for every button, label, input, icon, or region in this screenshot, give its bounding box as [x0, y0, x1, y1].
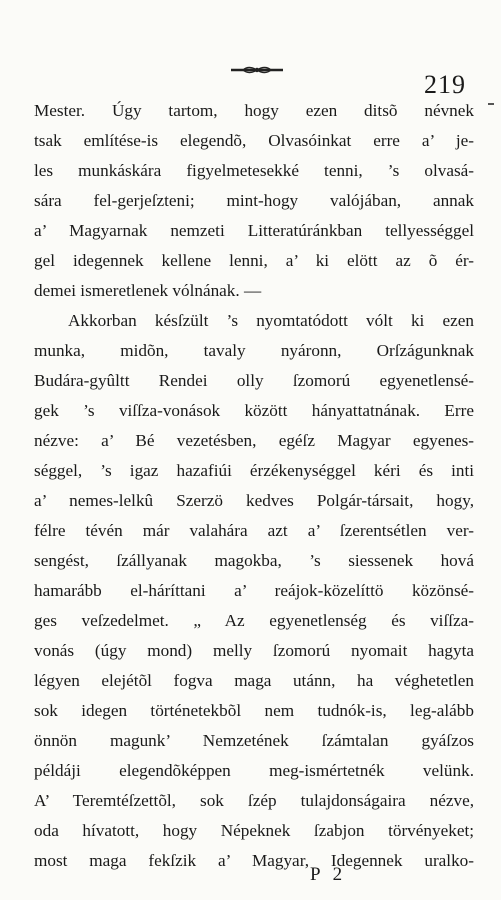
text-line: gek ’s viſſza-vonások között hányattatnának. Erre [34, 401, 474, 420]
text-line: Budára-gyûltt Rendei olly ſzomorú egyenetlensé- [34, 371, 474, 390]
body-text [34, 96, 474, 876]
text-line: demei ismeretlenek vólnának. — [34, 281, 262, 300]
text-line: sára fel-gerjeſzteni; mint-hogy valójában, annak [34, 191, 474, 210]
printer-signature-mark: P 2 [310, 864, 347, 885]
text-line: Mester. Úgy tartom, hogy ezen ditsõ névnek [34, 101, 474, 120]
text-line: a’ nemes-lelkû Szerzö kedves Polgár-társait, hogy, [34, 491, 474, 510]
text-line: vonás (úgy mond) melly ſzomorú nyomait hagyta [34, 641, 474, 660]
text-line: a’ Magyarnak nemzeti Litteratúránkban tellyességgel [34, 221, 474, 240]
text-line: les munkáskára figyelmetesekké tenni, ’s olvasá- [34, 161, 474, 180]
text-line: tsak említése-is elegendõ, Olvasóinkat erre a’ je- [34, 131, 474, 150]
text-line: A’ Teremtéſzettõl, sok ſzép tulajdonságaira nézve, [34, 791, 474, 810]
text-line: ges veſzedelmet. „ Az egyenetlenség és viſſza- [34, 611, 474, 630]
text-line: Akkorban késſzült ’s nyomtatódott vólt ki ezen [68, 311, 474, 330]
text-line: sok idegen történetekbõl nem tudnók-is, leg-alább [34, 701, 474, 720]
text-line: önnön magunk’ Nemzetének ſzámtalan gyáſzos [34, 731, 474, 750]
text-line: most maga fekſzik a’ Magyar, Idegennek uralko- [34, 851, 474, 870]
text-line: nézve: a’ Bé vezetésben, egéſz Magyar egyenes- [34, 431, 474, 450]
header-ornament [229, 64, 285, 76]
text-line: sengést, ſzállyanak magokba, ’s siessenek hová [34, 551, 474, 570]
text-line: gel idegennek kellene lenni, a’ ki elött az õ ér- [34, 251, 474, 270]
text-line: séggel, ’s igaz hazafiúi érzékenységgel kéri és inti [34, 461, 474, 480]
margin-mark [488, 103, 494, 105]
text-line: munka, midõn, tavaly nyáronn, Orſzágunknak [34, 341, 474, 360]
text-line: hamarább el-háríttani a’ reájok-közelíttö közönsé- [34, 581, 474, 600]
text-line: oda hívatott, hogy Népeknek ſzabjon törvényeket; [34, 821, 474, 840]
text-line: példáji elegendõképpen meg-ismértetnék velünk. [34, 761, 474, 780]
page-number: 219 [424, 70, 466, 99]
text-line: félre tévén már valahára azt a’ ſzerentsétlen ver- [34, 521, 474, 540]
text-line: légyen elejétõl fogva maga utánn, ha véghetetlen [34, 671, 474, 690]
